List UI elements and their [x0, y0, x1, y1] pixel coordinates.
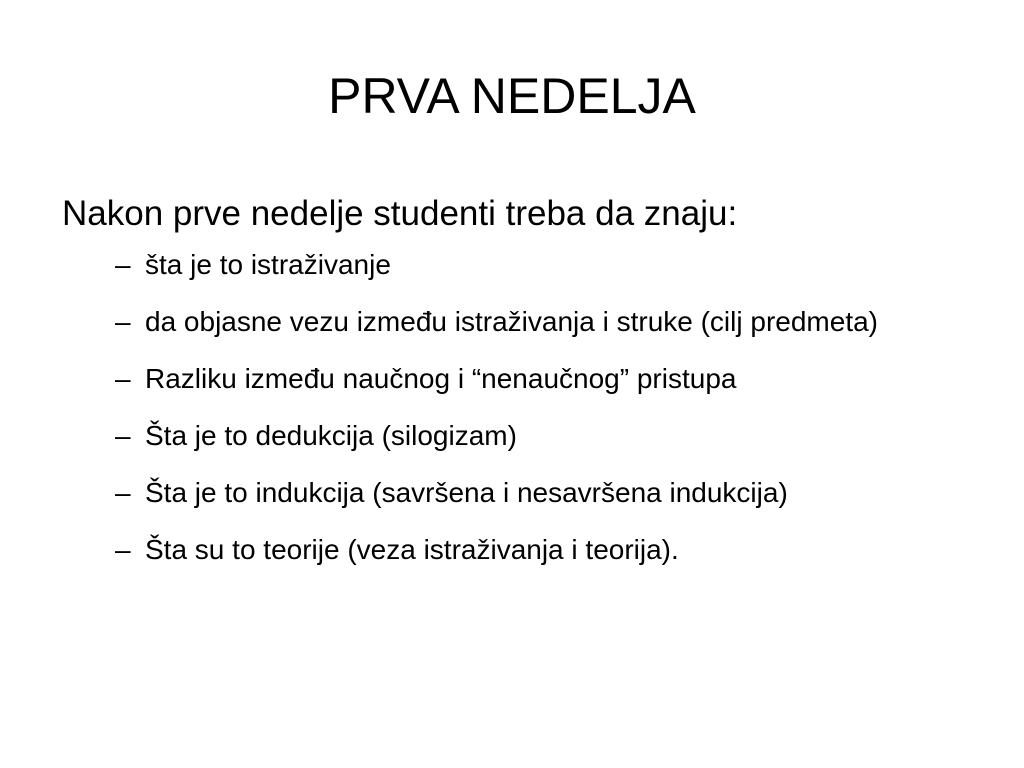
bullet-text: Šta je to indukcija (savršena i nesavršena indukcija): [145, 477, 788, 508]
dash-marker: –: [115, 477, 131, 508]
bullet-text: šta je to istraživanje: [145, 249, 391, 280]
slide-content: [62, 188, 962, 571]
bullet-list: [62, 244, 962, 571]
bullet-item: [62, 301, 962, 343]
bullet-text: Šta su to teorije (veza istraživanja i teorija).: [145, 534, 679, 565]
bullet-text: Razliku između naučnog i “nenaučnog” pristupa: [145, 363, 737, 394]
dash-marker: –: [115, 420, 131, 451]
bullet-text: Šta je to dedukcija (silogizam): [145, 420, 517, 451]
bullet-item: [62, 244, 962, 286]
bullet-item: [62, 472, 962, 514]
dash-marker: –: [115, 249, 131, 280]
dash-marker: –: [115, 306, 131, 337]
bullet-item: [62, 415, 962, 457]
dash-marker: –: [115, 534, 131, 565]
slide-title: PRVA NEDELJA: [328, 68, 696, 124]
intro-text: Nakon prve nedelje studenti treba da znaju:: [62, 194, 738, 233]
dash-marker: –: [115, 363, 131, 394]
bullet-item: [62, 529, 962, 571]
bullet-text: da objasne vezu između istraživanja i struke (cilj predmeta): [145, 306, 878, 337]
bullet-item: [62, 358, 962, 400]
